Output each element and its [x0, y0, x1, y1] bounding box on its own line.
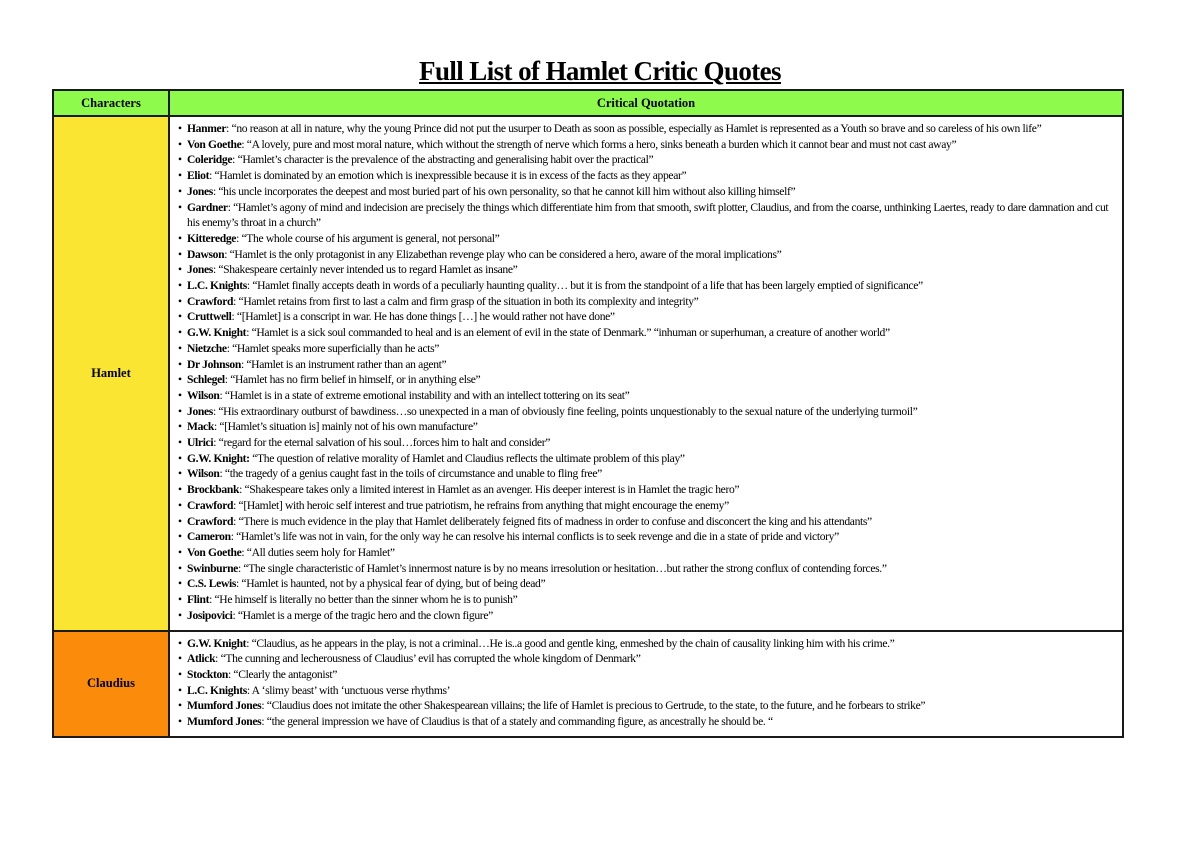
- quote-item: [176, 325, 1116, 341]
- quote-text: : “[Hamlet] is a conscript in war. He has done things […] he would rather not have done”: [231, 310, 615, 324]
- quote-text: : “Hamlet is dominated by an emotion which is inexpressible because it is in excess of the facts as they appear”: [209, 169, 687, 183]
- quote-item: [176, 498, 1116, 514]
- quote-text: : “Clearly the antagonist”: [228, 667, 338, 681]
- critic-name: Brockbank: [187, 483, 240, 497]
- critic-name: Kitteredge: [187, 231, 237, 245]
- critic-name: Von Goethe: [187, 545, 242, 559]
- critic-name: Cameron: [187, 530, 231, 544]
- quote-item: [176, 137, 1116, 153]
- critic-name: Jones: [187, 404, 213, 418]
- quote-text: : “Hamlet is an instrument rather than an agent”: [240, 357, 447, 371]
- quotes-table: [52, 89, 1124, 738]
- quote-text: : “the tragedy of a genius caught fast in the toils of circumstance and unable to fling free”: [219, 467, 602, 481]
- critic-name: Schlegel: [187, 373, 225, 387]
- quote-item: [176, 576, 1116, 592]
- quote-text: : “A lovely, pure and most moral nature, which without the strength of nerve which forms a hero, sinks beneath a burden which it cannot bear and must not cast away”: [241, 137, 957, 151]
- critic-name: Nietzche: [187, 341, 227, 355]
- quote-text: : “The whole course of his argument is general, not personal”: [236, 231, 500, 245]
- critic-name: G.W. Knight: [187, 326, 247, 340]
- quote-item: [176, 482, 1116, 498]
- critic-name: Stockton: [187, 667, 229, 681]
- critic-name: Coleridge: [187, 153, 233, 167]
- quote-item: [176, 357, 1116, 373]
- critic-name: Crawford: [187, 498, 234, 512]
- critic-name: Crawford: [187, 294, 234, 308]
- quote-item: [176, 404, 1116, 420]
- quote-list: [176, 121, 1116, 624]
- critic-name: Ulrici: [187, 436, 214, 450]
- quote-text: : “Hamlet is a merge of the tragic hero and the clown figure”: [232, 608, 493, 622]
- quote-item: [176, 529, 1116, 545]
- quote-text: : “The cunning and lecherousness of Claudius’ evil has corrupted the whole kingdom of Denmark”: [215, 652, 641, 666]
- critic-name: G.W. Knight: [187, 636, 247, 650]
- critic-name: Gardner: [187, 200, 228, 214]
- quote-text: : “[Hamlet] with heroic self interest and true patriotism, he refrains from anything that might encourage the enemy”: [233, 498, 729, 512]
- quote-text: : “Hamlet is a sick soul commanded to heal and is an element of evil in the state of Denmark.” “inhuman or superhuman, a creature of another world”: [246, 326, 890, 340]
- quote-text: : “regard for the eternal salvation of his soul…forces him to halt and consider”: [213, 436, 550, 450]
- quote-text: : “Shakespeare certainly never intended us to regard Hamlet as insane”: [212, 263, 518, 277]
- critic-name: Cruttwell: [187, 310, 232, 324]
- quote-text: : “the general impression we have of Claudius is that of a stately and commanding figure, as ancestrally he should be. “: [261, 715, 773, 729]
- character-cell: Claudius: [53, 631, 169, 737]
- quote-item: [176, 247, 1116, 263]
- critic-name: Hanmer: [187, 122, 227, 135]
- table-row: [53, 631, 1123, 737]
- critic-name: L.C. Knights: [187, 683, 247, 697]
- quotation-cell: [169, 116, 1123, 631]
- critic-name: Wilson: [187, 388, 220, 402]
- quote-text: “The question of relative morality of Hamlet and Claudius reflects the ultimate problem of this play”: [249, 451, 685, 465]
- quote-text: : “Claudius does not imitate the other Shakespearean villains; the life of Hamlet is precious to Gertrude, to the state, to the future, and he forbears to strike”: [261, 699, 926, 713]
- critic-name: L.C. Knights: [187, 279, 247, 293]
- quote-text: : “Hamlet is the only protagonist in any Elizabethan revenge play who can be considered a hero, aware of the moral implications”: [224, 247, 782, 261]
- quote-text: : “Hamlet’s agony of mind and indecision are precisely the things which differentiate him from that smooth, swift plotter, Claudius, and from the coarse, unthinking Laertes, ready to dare damnation and cut his enemy’s throat in a church”: [187, 200, 1109, 230]
- quote-text: : “Hamlet’s character is the prevalence of the abstracting and generalising habit over the practical”: [232, 153, 654, 167]
- quote-item: [176, 262, 1116, 278]
- quote-item: [176, 592, 1116, 608]
- quote-text: : “He himself is literally no better than the sinner whom he is to punish”: [209, 593, 518, 607]
- critic-name: Atlick: [187, 652, 216, 666]
- quote-item: [176, 372, 1116, 388]
- critic-name: Josipovici: [187, 608, 233, 622]
- quote-item: [176, 514, 1116, 530]
- quote-item: [176, 466, 1116, 482]
- table-row: [53, 116, 1123, 631]
- quote-text: : “Hamlet is haunted, not by a physical fear of dying, but of being dead”: [236, 577, 546, 591]
- critic-name: Wilson: [187, 467, 220, 481]
- critic-name: Crawford: [187, 514, 234, 528]
- quote-text: : “Hamlet finally accepts death in words of a peculiarly haunting quality… but it is from the standpoint of a life that has been largely emptied of significance”: [246, 279, 923, 293]
- critic-name: Mack: [187, 420, 214, 434]
- quote-item: [176, 651, 1116, 667]
- quote-item: [176, 636, 1116, 652]
- quote-item: [176, 451, 1116, 467]
- quote-text: : “Hamlet has no firm belief in himself, or in anything else”: [224, 373, 481, 387]
- quote-text: : “His extraordinary outburst of bawdiness…so unexpected in a man of obviously fine feeling, points unquestionably to the sexual nature of the underlying turmoil”: [212, 404, 918, 418]
- quote-item: [176, 545, 1116, 561]
- quote-item: [176, 121, 1116, 137]
- quote-text: : “There is much evidence in the play that Hamlet deliberately feigned fits of madness in order to confuse and disconcert the king and his attendants”: [233, 514, 872, 528]
- quote-item: [176, 341, 1116, 357]
- quote-text: : “[Hamlet’s situation is] mainly not of his own manufacture”: [213, 420, 478, 434]
- quote-text: : “Hamlet speaks more superficially than he acts”: [226, 341, 440, 355]
- critic-name: Mumford Jones: [187, 715, 262, 729]
- quote-item: [176, 231, 1116, 247]
- quote-item: [176, 168, 1116, 184]
- quote-item: [176, 667, 1116, 683]
- quote-item: [176, 419, 1116, 435]
- quote-item: [176, 309, 1116, 325]
- critic-name: Mumford Jones: [187, 699, 262, 713]
- quote-text: : “Claudius, as he appears in the play, is not a criminal…He is..a good and gentle king, enmeshed by the chain of causality linking him with his crime.”: [246, 636, 895, 650]
- quote-item: [176, 435, 1116, 451]
- quote-item: [176, 200, 1116, 231]
- quotation-column-header: Critical Quotation: [169, 90, 1123, 116]
- quote-text: : “The single characteristic of Hamlet’s innermost nature is by no means irresolution or hesitation…but rather the strong conflux of contending forces.”: [237, 561, 887, 575]
- quote-item: [176, 152, 1116, 168]
- quotation-cell: [169, 631, 1123, 737]
- critic-name: Dr Johnson: [187, 357, 241, 371]
- table-header-row: [53, 90, 1123, 116]
- critic-name: G.W. Knight:: [187, 451, 250, 465]
- critic-name: Eliot: [187, 169, 210, 183]
- quote-text: : “his uncle incorporates the deepest and most buried part of his own personality, so that he cannot kill him without also killing himself”: [212, 184, 796, 198]
- page-title: Full List of Hamlet Critic Quotes: [419, 56, 781, 86]
- critic-name: Jones: [187, 184, 213, 198]
- character-cell: Hamlet: [53, 116, 169, 631]
- quote-text: : A ‘slimy beast’ with ‘unctuous verse rhythms’: [246, 683, 451, 697]
- quote-item: [176, 714, 1116, 730]
- quote-list: [176, 636, 1116, 730]
- critic-name: Flint: [187, 593, 210, 607]
- quote-item: [176, 561, 1116, 577]
- quote-text: : “no reason at all in nature, why the young Prince did not put the usurper to Death as soon as possible, especially as Hamlet is represented as a Youth so brave and so careless of his own life”: [226, 122, 1042, 135]
- quote-item: [176, 184, 1116, 200]
- critic-name: Swinburne: [187, 561, 238, 575]
- quote-item: [176, 278, 1116, 294]
- quote-text: : “Hamlet retains from first to last a calm and firm grasp of the situation in both its complexity and integrity”: [233, 294, 699, 308]
- critic-name: Von Goethe: [187, 137, 242, 151]
- quote-item: [176, 388, 1116, 404]
- quote-text: : “Hamlet is in a state of extreme emotional instability and with an intellect tottering on its seat”: [219, 388, 630, 402]
- quote-item: [176, 683, 1116, 699]
- quote-item: [176, 294, 1116, 310]
- quote-text: : “Hamlet’s life was not in vain, for the only way he can resolve his internal conflicts is to seek revenge and die in a state of pride and victory”: [230, 530, 839, 544]
- quote-text: : “All duties seem holy for Hamlet”: [241, 545, 395, 559]
- critic-name: Jones: [187, 263, 213, 277]
- quote-item: [176, 608, 1116, 624]
- characters-column-header: Characters: [53, 90, 169, 116]
- quote-item: [176, 698, 1116, 714]
- critic-name: C.S. Lewis: [187, 577, 237, 591]
- quote-text: : “Shakespeare takes only a limited interest in Hamlet as an avenger. His deeper interest is in Hamlet the tragic hero”: [239, 483, 740, 497]
- critic-name: Dawson: [187, 247, 225, 261]
